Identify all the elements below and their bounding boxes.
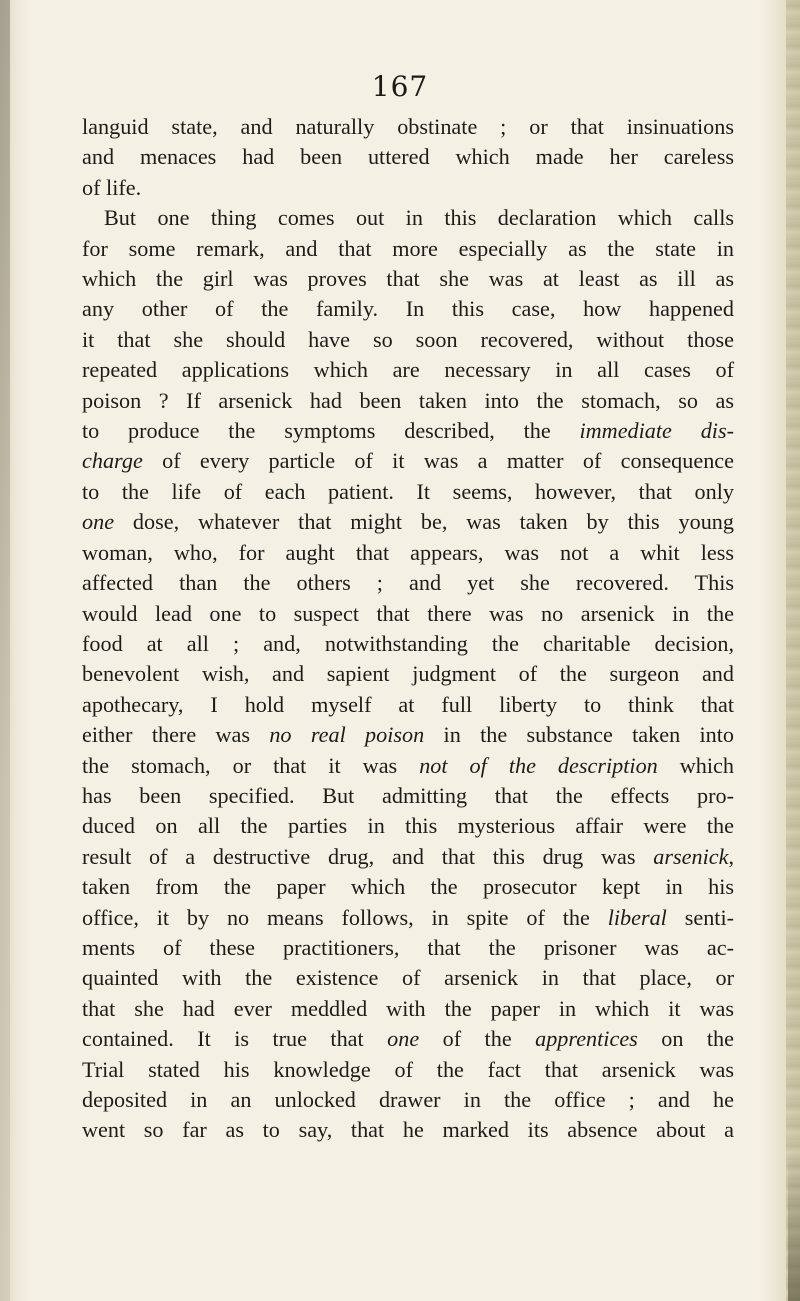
text-line: languid state, and naturally obstinate ; or that insinuations <box>82 114 734 139</box>
text-line: duced on all the parties in this mysterious affair were the <box>82 813 734 839</box>
text-line: the stomach, or that it was not of the description which <box>82 752 734 778</box>
text-line: has been specified. But admitting that the effects pro- <box>82 782 734 808</box>
text-line: went so far as to say, that he marked its absence about a <box>82 1117 734 1143</box>
text-line: to produce the symptoms described, the immediate dis- <box>82 418 734 444</box>
text-line: for some remark, and that more especially as the state in <box>82 235 734 261</box>
text-line: charge of every particle of it was a matter of consequence <box>82 448 734 474</box>
text-line: deposited in an unlocked drawer in the office ; and he <box>82 1087 734 1112</box>
text-line: benevolent wish, and sapient judgment of the surgeon and <box>82 661 734 687</box>
text-line: But one thing comes out in this declaration which calls <box>104 205 734 231</box>
page-number: 167 <box>371 70 429 103</box>
text-line: one dose, whatever that might be, was taken by this young <box>82 509 734 535</box>
text-line: result of a destructive drug, and that this drug was arsenick, <box>82 843 734 869</box>
text-line: would lead one to suspect that there was no arsenick in the <box>82 600 734 626</box>
text-line: food at all ; and, notwithstanding the charitable decision, <box>82 630 734 656</box>
binding-gutter <box>0 0 10 1301</box>
body-text <box>82 112 734 1146</box>
page-edge-shadow <box>788 1150 800 1301</box>
text-line: which the girl was proves that she was at least as ill as <box>82 266 734 292</box>
text-line: office, it by no means follows, in spite of the liberal senti- <box>82 904 735 930</box>
text-line: and menaces had been uttered which made her careless <box>82 144 734 170</box>
text-line: contained. It is true that one of the apprentices on the <box>82 1026 734 1052</box>
text-line: affected than the others ; and yet she recovered. This <box>82 570 734 596</box>
text-line: Trial stated his knowledge of the fact that arsenick was <box>82 1056 734 1082</box>
text-line: that she had ever meddled with the paper in which it was <box>82 995 734 1021</box>
text-line: repeated applications which are necessary in all cases of <box>82 357 734 383</box>
text-line: either there was no real poison in the substance taken into <box>82 722 735 748</box>
text-line: taken from the paper which the prosecutor kept in his <box>82 874 734 900</box>
text-line: any other of the family. In this case, how happened <box>82 296 734 322</box>
text-line: apothecary, I hold myself at full liberty to think that <box>82 691 734 717</box>
text-line: woman, who, for aught that appears, was not a whit less <box>82 539 734 565</box>
text-line: ments of these practitioners, that the prisoner was ac- <box>82 934 734 960</box>
text-line: it that she should have so soon recovered, without those <box>82 326 734 352</box>
page-edge <box>786 0 800 1301</box>
text-line: of life. <box>82 174 142 200</box>
text-line: poison ? If arsenick had been taken into the stomach, so as <box>82 387 734 413</box>
text-line: quainted with the existence of arsenick in that place, or <box>82 965 734 991</box>
text-line: to the life of each patient. It seems, however, that only <box>82 478 734 504</box>
